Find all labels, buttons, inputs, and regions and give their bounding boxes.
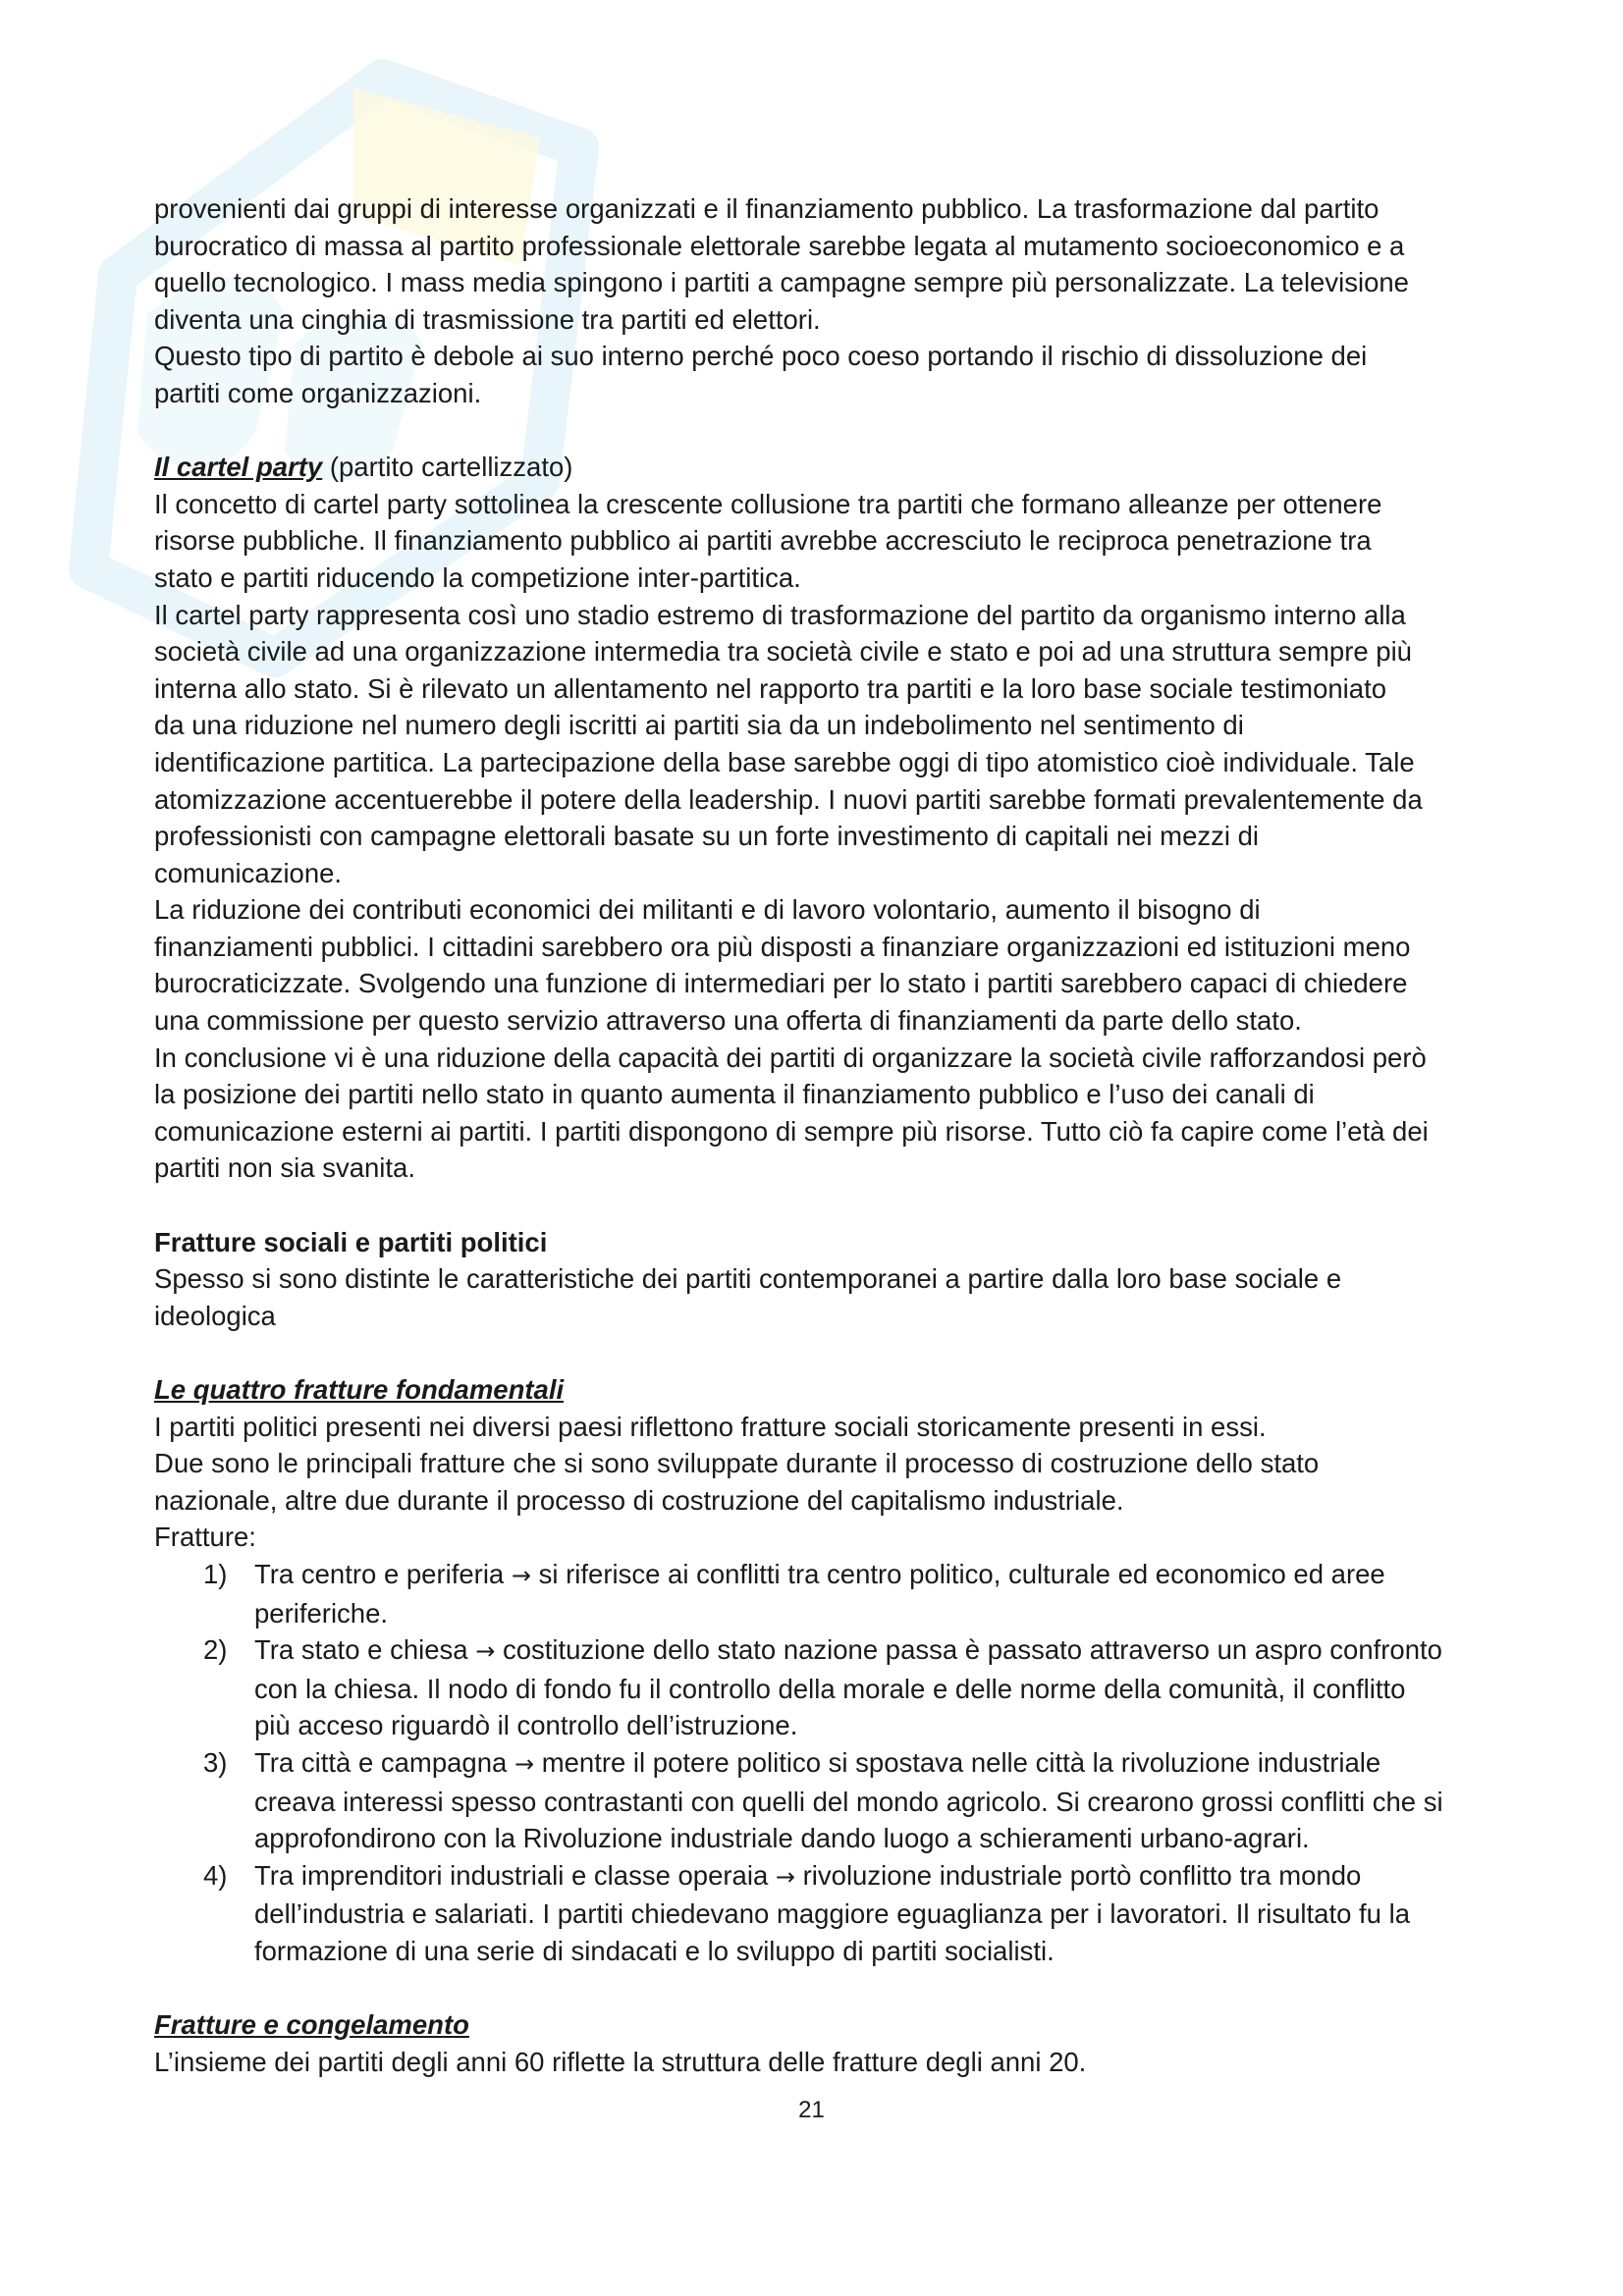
list-item-number: 2): [203, 1634, 228, 1666]
section-congelamento: [154, 2006, 1489, 2080]
page-number: 21: [798, 2097, 825, 2123]
list-item-term: Tra centro e periferia: [254, 1558, 512, 1589]
section-cartel-party: [154, 449, 1489, 1187]
text-line: creava interessi spesso contrastanti con quelli del mondo agricolo. Si crearono grossi conflitti che si: [254, 1786, 1443, 1817]
section-heading-title: Il cartel party: [154, 452, 323, 483]
text-line: burocratico di massa al partito professionale elettorale sarebbe legata al mutamento socioeconomico e a: [154, 230, 1405, 261]
text-line: più acceso riguardò il controllo dell’istruzione.: [254, 1710, 798, 1741]
text-line: stato e partiti riducendo la competizione inter-partitica.: [154, 561, 801, 593]
right-arrow-icon: →: [511, 1561, 531, 1589]
text-line: dell’industria e salariati. I partiti chiedevano maggiore eguaglianza per i lavoratori. Il risultato fu la: [254, 1898, 1411, 1930]
text-line: partiti non sia svanita.: [154, 1152, 415, 1184]
section-heading: [154, 449, 1489, 486]
section-heading-title: Le quattro fratture fondamentali: [154, 1374, 565, 1405]
section-heading-subtitle: (partito cartellizzato): [322, 452, 573, 483]
text-line: I partiti politici presenti nei diversi paesi riflettono fratture sociali storicamente presenti in essi.: [154, 1411, 1267, 1442]
section-heading: [154, 1371, 1489, 1409]
list-item-term: Tra imprenditori industriali e classe operaia: [254, 1859, 776, 1891]
text-line: con la chiesa. Il nodo di fondo fu il controllo della morale e delle norme della comunità, il conflitto: [254, 1673, 1406, 1704]
list-item: [154, 1631, 1489, 1744]
section-heading: [154, 2006, 1489, 2044]
text-line: Il cartel party rappresenta così uno stadio estremo di trasformazione del partito da organismo interno alla: [154, 599, 1406, 630]
text-line: Spesso si sono distinte le caratteristiche dei partiti contemporanei a partire dalla loro base sociale e: [154, 1263, 1342, 1295]
text-line: comunicazione esterni ai partiti. I partiti dispongono di sempre più risorse. Tutto ciò fa capire come l’età dei: [154, 1115, 1429, 1147]
section-heading: Fratture sociali e partiti politici: [154, 1226, 548, 1257]
text-line: formazione di una serie di sindacati e lo sviluppo di partiti socialisti.: [254, 1935, 1055, 1966]
text-line: comunicazione.: [154, 857, 343, 888]
text-line: interna allo stato. Si è rilevato un allentamento nel rapporto tra partiti e la loro base sociale testimoniato: [154, 672, 1387, 704]
text-line: mentre il potere politico si spostava nelle città la rivoluzione industriale: [534, 1746, 1381, 1778]
text-line: professionisti con campagne elettorali basate su un forte investimento di capitali nei mezzi di: [154, 821, 1260, 852]
text-line: Il concetto di cartel party sottolinea la crescente collusione tra partiti che formano alleanze per ottenere: [154, 488, 1382, 519]
text-line: identificazione partitica. La partecipazione della base sarebbe oggi di tipo atomistico cioè individuale. Tale: [154, 746, 1415, 777]
text-line: L’insieme dei partiti degli anni 60 riflette la struttura delle fratture degli anni 20.: [154, 2046, 1087, 2077]
text-line: ideologica: [154, 1300, 276, 1331]
right-arrow-icon: →: [775, 1862, 795, 1891]
section-heading-title: Fratture e congelamento: [154, 2009, 469, 2041]
text-line: finanziamenti pubblici. I cittadini sarebbero ora più disposti a finanziare organizzazioni ed istituzioni meno: [154, 931, 1411, 962]
list-item: [154, 1556, 1489, 1631]
list-item-number: 3): [203, 1746, 228, 1778]
fratture-list: [154, 1556, 1489, 1970]
text-line: Questo tipo di partito è debole ai suo interno perché poco coeso portando il rischio di dissoluzione dei: [154, 341, 1368, 372]
text-line: una commissione per questo servizio attraverso una offerta di finanziamenti da parte dello stato.: [154, 1005, 1302, 1037]
text-line: nazionale, altre due durante il processo di costruzione del capitalismo industriale.: [154, 1484, 1124, 1516]
text-line: costituzione dello stato nazione passa è passato attraverso un aspro confronto: [495, 1634, 1442, 1666]
text-line: approfondirono con la Rivoluzione industriale dando luogo a schieramenti urbano-agrari.: [254, 1823, 1310, 1854]
list-item: [154, 1744, 1489, 1857]
list-item-number: 1): [203, 1558, 228, 1589]
text-line: rivoluzione industriale portò conflitto tra mondo: [795, 1859, 1362, 1891]
text-line: Due sono le principali fratture che si sono sviluppate durante il processo di costruzione dello stato: [154, 1448, 1320, 1479]
text-line: provenienti dai gruppi di interesse organizzati e il finanziamento pubblico. La trasformazione dal partito: [154, 193, 1380, 224]
intro-paragraph: [154, 190, 1489, 412]
right-arrow-icon: →: [475, 1637, 496, 1666]
text-line: società civile ad una organizzazione intermedia tra società civile e stato e poi ad una struttura sempre più: [154, 636, 1412, 667]
text-line: si riferisce ai conflitti tra centro politico, culturale ed economico ed aree: [530, 1558, 1385, 1589]
text-line: partiti come organizzazioni.: [154, 377, 482, 408]
list-item: [154, 1857, 1489, 1970]
text-line: quello tecnologico. I mass media spingono i partiti a campagne sempre più personalizzate. La televisione: [154, 267, 1409, 298]
list-item-term: Tra stato e chiesa: [254, 1634, 476, 1666]
text-line: risorse pubbliche. Il finanziamento pubblico ai partiti avrebbe accresciuto le reciproca penetrazione tra: [154, 525, 1372, 557]
list-item-number: 4): [203, 1859, 228, 1891]
text-line: da una riduzione nel numero degli iscritti ai partiti sia da un indebolimento nel sentimento di: [154, 710, 1244, 741]
document-page: [154, 190, 1489, 2080]
text-line: In conclusione vi è una riduzione della capacità dei partiti di organizzare la società civile rafforzandosi però: [154, 1041, 1427, 1073]
text-line: periferiche.: [254, 1597, 389, 1629]
text-line: atomizzazione accentuerebbe il potere della leadership. I nuovi partiti sarebbe formati prevalentemente da: [154, 783, 1423, 815]
right-arrow-icon: →: [514, 1749, 535, 1778]
section-fratture-sociali: [154, 1224, 1489, 1335]
section-quattro-fratture: [154, 1371, 1489, 1970]
list-item-term: Tra città e campagna: [254, 1746, 514, 1778]
list-label: Fratture:: [154, 1522, 256, 1553]
text-line: diventa una cinghia di trasmissione tra partiti ed elettori.: [154, 303, 821, 335]
text-line: burocraticizzate. Svolgendo una funzione di intermediari per lo stato i partiti sarebbero capaci di chiedere: [154, 968, 1408, 999]
text-line: la posizione dei partiti nello stato in quanto aumenta il finanziamento pubblico e l’uso dei canali di: [154, 1079, 1315, 1110]
text-line: La riduzione dei contributi economici dei militanti e di lavoro volontario, aumento il bisogno di: [154, 894, 1261, 926]
